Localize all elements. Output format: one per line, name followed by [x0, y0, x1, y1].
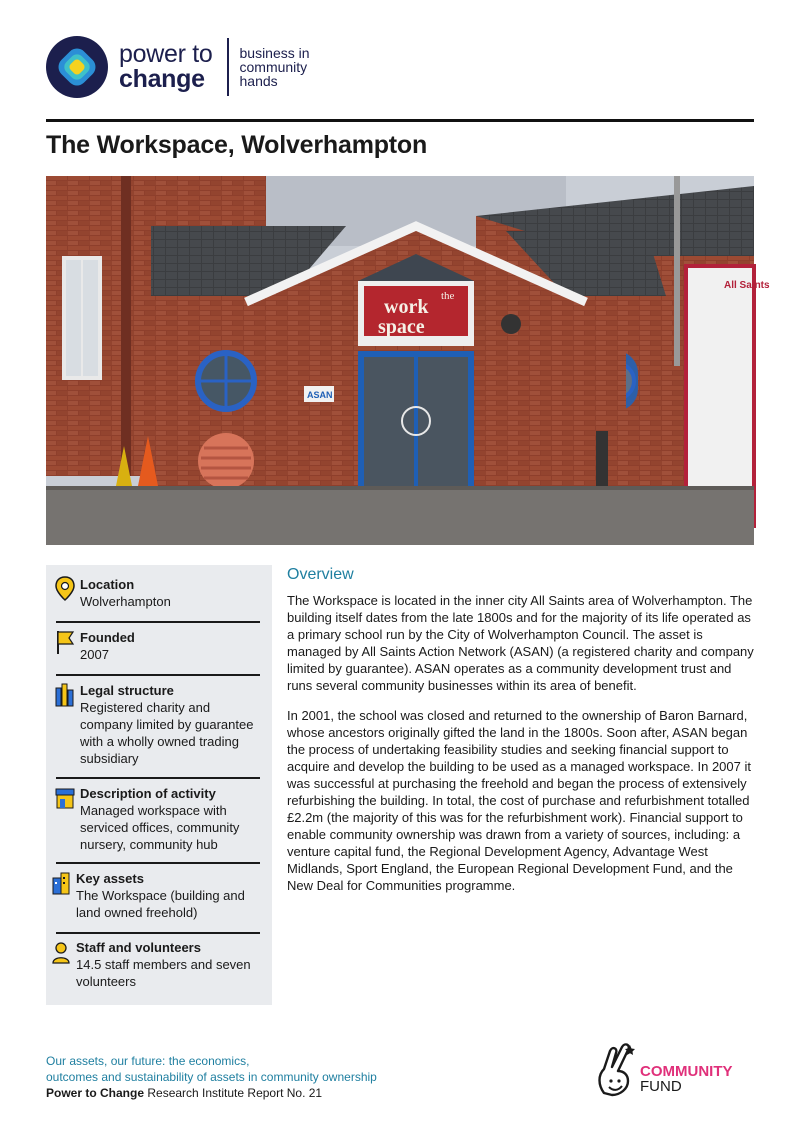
fact-value: 14.5 staff members and seven volunteers [76, 957, 251, 989]
footer-line-1: Our assets, our future: the economics, [46, 1054, 250, 1068]
fact-divider [56, 674, 260, 676]
tagline-line-3: hands [239, 73, 278, 89]
fact-label: Founded [80, 630, 135, 645]
brand-tagline [240, 46, 310, 88]
fact-divider [56, 932, 260, 934]
overview-paragraph-2: In 2001, the school was closed and returned to the ownership of Baron Barnard, whose ancestors originally gifted the land in the 1800s. Soon after, ASAN began the process of undertaking feasibility studies and seeking financial support to acquire and develop the building to be used as a managed workspace. In 2007 it was successful at purchasing the freehold and began the process of extensively refurbishing the building. In total, the cost of purchase and refurbishment totalled £2.2m (the majority of this was for the refurbishment work). Financial support to enable community ownership was drawn from a variety of sources, including: a venture capital fund, the Regional Development Agency, Advantage West Midlands, Sport England, the European Regional Development Fund, and the New Deal for Communities programme. [287, 708, 751, 893]
tagline-line-2: community [239, 59, 308, 75]
fact-location [54, 576, 260, 612]
brand-line-1: power to [119, 40, 213, 68]
sign-work-text: work [384, 296, 429, 318]
footer-report: Research Institute Report No. 21 [144, 1086, 323, 1100]
footer-brand: Power to Change [46, 1086, 145, 1100]
footer-citation [46, 1053, 377, 1101]
person-icon [50, 939, 72, 965]
fact-label: Location [80, 577, 135, 592]
shop-icon [54, 785, 76, 811]
tagline-line-1: business in [239, 45, 310, 61]
fact-label: Description of activity [80, 786, 216, 801]
books-icon [54, 682, 76, 708]
sign-the-text: the [441, 290, 455, 302]
facts-panel [46, 565, 272, 1005]
fact-divider [56, 621, 260, 623]
location-pin-icon [54, 576, 76, 602]
power-to-change-logo-icon [46, 36, 108, 98]
overview-paragraph-1: The Workspace is located in the inner city All Saints area of Wolverhampton. The building itself dates from the late 1800s and for the majority of its life operated as a primary school run by the City of Wolverhampton Council. The asset is managed by All Saints Action Network (ASAN) (a registered charity and company limited by guarantee). ASAN operates as a community development trust and runs several community businesses within its area of benefit. [287, 593, 754, 693]
fact-value: Registered charity and company limited by guarantee with a wholly owned trading subsidiary [80, 700, 254, 766]
fact-label: Staff and volunteers [76, 940, 201, 955]
fact-staff-volunteers [50, 939, 260, 991]
footer-line-3 [46, 1086, 322, 1100]
overview-body [287, 592, 755, 907]
fact-value: Managed workspace with serviced offices, community nursery, community hub [80, 803, 240, 852]
fact-divider [56, 777, 260, 779]
brand-divider [227, 38, 229, 96]
fact-legal-structure [54, 682, 260, 770]
header-rule [46, 119, 754, 122]
fact-value: 2007 [80, 647, 109, 662]
page-title: The Workspace, Wolverhampton [46, 131, 428, 159]
community-fund-line-1: COMMUNITY [640, 1063, 733, 1080]
fact-key-assets [50, 870, 260, 922]
crossed-fingers-icon [594, 1041, 640, 1097]
fact-founded [54, 629, 260, 665]
overview-heading: Overview [287, 566, 354, 583]
building-photo [46, 176, 770, 545]
fact-divider [56, 862, 260, 864]
fact-description [54, 785, 260, 855]
sign-space-text: space [378, 316, 425, 338]
fact-value: Wolverhampton [80, 594, 171, 609]
fact-label: Legal structure [80, 683, 174, 698]
fact-label: Key assets [76, 871, 144, 886]
footer-line-2: outcomes and sustainability of assets in community ownership [46, 1070, 377, 1084]
side-sign-text: All Saints [724, 280, 770, 291]
fact-value: The Workspace (building and land owned freehold) [76, 888, 245, 920]
community-fund-wordmark [640, 1064, 733, 1094]
flag-icon [54, 629, 76, 655]
community-fund-line-2: FUND [640, 1078, 682, 1095]
building-illustration [46, 176, 770, 545]
brand-name [119, 42, 213, 92]
header-logo [46, 36, 310, 98]
community-fund-logo [594, 1041, 758, 1097]
brand-line-2: change [119, 65, 205, 93]
door-sign-text: ASAN [307, 390, 333, 400]
buildings-icon [50, 870, 72, 896]
